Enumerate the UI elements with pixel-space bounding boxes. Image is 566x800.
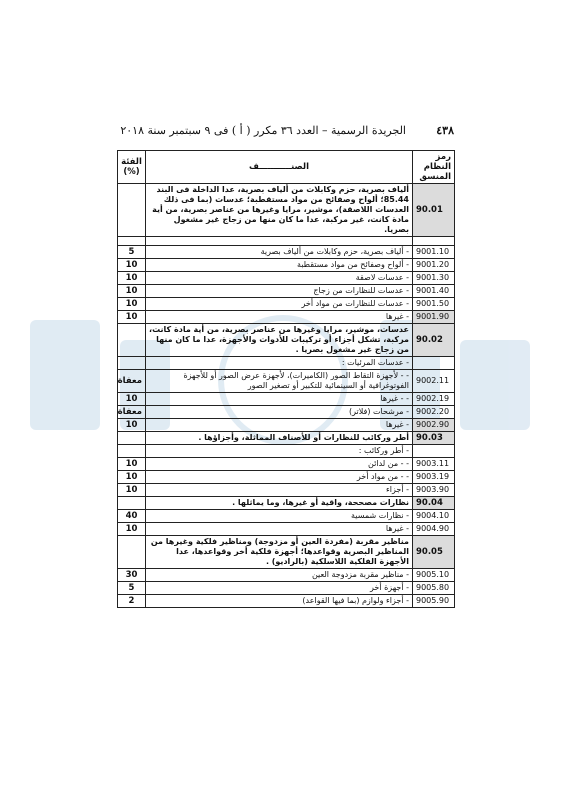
hs-code-cell: 9005.80: [413, 582, 455, 595]
hs-code-cell: 90.03: [413, 432, 455, 445]
rate-cell: 30: [118, 569, 146, 582]
table-row: [118, 311, 455, 324]
rate-cell: معفاة: [118, 406, 146, 419]
table-row: [118, 393, 455, 406]
table-row: [118, 471, 455, 484]
description-cell: - غيرها: [146, 311, 413, 324]
column-header-description: الصنـــــــــــف: [146, 151, 413, 184]
page-number: ٤٣٨: [436, 124, 454, 137]
table-row: [118, 595, 455, 608]
description-cell: - أجزاء ولوازم (بما فيها القواعد): [146, 595, 413, 608]
rate-cell: 40: [118, 510, 146, 523]
page-header: [120, 124, 454, 142]
hs-code-cell: 90.02: [413, 324, 455, 357]
rate-cell: [118, 357, 146, 370]
hs-code-cell: 9002.11: [413, 370, 455, 393]
rate-cell: [118, 184, 146, 237]
table-row: [118, 370, 455, 393]
hs-code-cell: [413, 357, 455, 370]
rate-cell: 10: [118, 272, 146, 285]
rate-cell: 10: [118, 458, 146, 471]
description-cell: أطر وركائب للنظارات أو للأصناف المماثلة، وأجزاؤها .: [146, 432, 413, 445]
table-row: [118, 510, 455, 523]
table-row: [118, 458, 455, 471]
hs-code-cell: 9002.90: [413, 419, 455, 432]
rate-cell: معفاة: [118, 370, 146, 393]
hs-code-cell: 9005.90: [413, 595, 455, 608]
table-row: [118, 272, 455, 285]
column-header-code: رمز النظام المنسق: [413, 151, 455, 184]
table-row: [118, 419, 455, 432]
description-cell: - - من لدائن: [146, 458, 413, 471]
description-cell: - عدسات للنظارات من زجاج: [146, 285, 413, 298]
spacer-cell: [413, 237, 455, 246]
rate-cell: 5: [118, 582, 146, 595]
heading-row: [118, 497, 455, 510]
rate-cell: [118, 497, 146, 510]
hs-code-cell: 90.05: [413, 536, 455, 569]
hs-code-cell: 9004.10: [413, 510, 455, 523]
description-cell: - مرشحات (فلاتر): [146, 406, 413, 419]
column-header-rate: الفئة (%): [118, 151, 146, 184]
hs-code-cell: 9005.10: [413, 569, 455, 582]
table-spacer-row: [118, 237, 455, 246]
description-cell: - أجهزة أخر: [146, 582, 413, 595]
rate-cell: 10: [118, 259, 146, 272]
hs-code-cell: 9003.11: [413, 458, 455, 471]
description-cell: - - غيرها: [146, 393, 413, 406]
description-cell: - عدسات للنظارات من مواد أخر: [146, 298, 413, 311]
hs-code-cell: 9001.90: [413, 311, 455, 324]
description-cell: - ألياف بصرية، حزم وكابلات من ألياف بصرية: [146, 246, 413, 259]
hs-code-cell: 9001.50: [413, 298, 455, 311]
hs-code-cell: [413, 445, 455, 458]
heading-row: [118, 324, 455, 357]
hs-code-cell: 9001.20: [413, 259, 455, 272]
description-cell: - - من مواد أخر: [146, 471, 413, 484]
hs-code-cell: 90.04: [413, 497, 455, 510]
hs-code-cell: 9004.90: [413, 523, 455, 536]
rate-cell: 10: [118, 311, 146, 324]
hs-code-cell: 9002.20: [413, 406, 455, 419]
rate-cell: 2: [118, 595, 146, 608]
hs-code-cell: 9003.90: [413, 484, 455, 497]
description-cell: - عدسات المرئيات :: [146, 357, 413, 370]
table-row: [118, 582, 455, 595]
table-row: [118, 285, 455, 298]
description-cell: - ألواح وصفائح من مواد مستقطبة: [146, 259, 413, 272]
rate-cell: 10: [118, 484, 146, 497]
table-row: [118, 523, 455, 536]
heading-row: [118, 536, 455, 569]
description-cell: - عدسات لاصقة: [146, 272, 413, 285]
description-cell: - مناظير مقربة مزدوجة العين: [146, 569, 413, 582]
description-cell: عدسات، موشير، مرايا وغيرها من عناصر بصرية، من أية مادة كانت، مركبة، تشكل أجزاء أو تركيبات للأدوات والأجهزة، عدا ما كان منها من زجاج غير مشغول بصريا .: [146, 324, 413, 357]
rate-cell: [118, 324, 146, 357]
description-cell: ألياف بصرية، حزم وكابلات من ألياف بصرية، عدا الداخلة فى البند 85.44؛ ألواح وصفائح من مواد مستقطبة؛ عدسات (بما فى ذلك العدسات اللاصقة)، موشير، مرايا وغيرها من عناصر بصرية، من أية مادة كانت، غير مركبة، عدا ما كان منها من زجاج غير مشغول بصريا.: [146, 184, 413, 237]
table-row: [118, 298, 455, 311]
hs-code-cell: 9001.30: [413, 272, 455, 285]
table-row: [118, 246, 455, 259]
table-header-row: [118, 151, 455, 184]
hs-code-cell: 90.01: [413, 184, 455, 237]
rate-cell: 10: [118, 471, 146, 484]
hs-code-cell: 9001.10: [413, 246, 455, 259]
spacer-cell: [118, 237, 146, 246]
description-cell: مناظير مقربة (مفردة العين أو مزدوجة) ومناظير فلكية وغيرها من المناظير البصرية وقواعدها؛ أجهزة فلكية أخر وقواعدها، عدا الأجهزة الفلكية اللاسلكية (بالراديو) .: [146, 536, 413, 569]
table-row: [118, 259, 455, 272]
table-row: [118, 484, 455, 497]
description-cell: - أجزاء: [146, 484, 413, 497]
rate-cell: 10: [118, 285, 146, 298]
heading-row: [118, 432, 455, 445]
rate-cell: 10: [118, 523, 146, 536]
description-cell: - - لأجهزة التقاط الصور (الكاميرات)، لأجهزة عرض الصور أو للأجهزة الفوتوغرافية أو السينمائية للتكبير أو تصغير الصور: [146, 370, 413, 393]
description-cell: - غيرها: [146, 523, 413, 536]
description-cell: - نظارات شمسية: [146, 510, 413, 523]
description-cell: - أطر وركائب :: [146, 445, 413, 458]
rate-cell: 10: [118, 419, 146, 432]
rate-cell: [118, 445, 146, 458]
rate-cell: [118, 432, 146, 445]
description-cell: نظارات مصححة، واقية أو غيرها، وما يماثلها .: [146, 497, 413, 510]
table-row: [118, 569, 455, 582]
gazette-header-text: الجريدة الرسمية – العدد ٣٦ مكرر ( أ ) فى ٩ سبتمبر سنة ٢٠١٨: [120, 124, 406, 137]
rate-cell: 10: [118, 298, 146, 311]
rate-cell: 5: [118, 246, 146, 259]
table-row: [118, 357, 455, 370]
hs-code-cell: 9003.19: [413, 471, 455, 484]
rate-cell: 10: [118, 393, 146, 406]
table-row: [118, 406, 455, 419]
hs-code-cell: 9002.19: [413, 393, 455, 406]
spacer-cell: [146, 237, 413, 246]
tariff-table: [117, 150, 455, 608]
description-cell: - غيرها: [146, 419, 413, 432]
rate-cell: [118, 536, 146, 569]
hs-code-cell: 9001.40: [413, 285, 455, 298]
heading-row: [118, 184, 455, 237]
table-row: [118, 445, 455, 458]
